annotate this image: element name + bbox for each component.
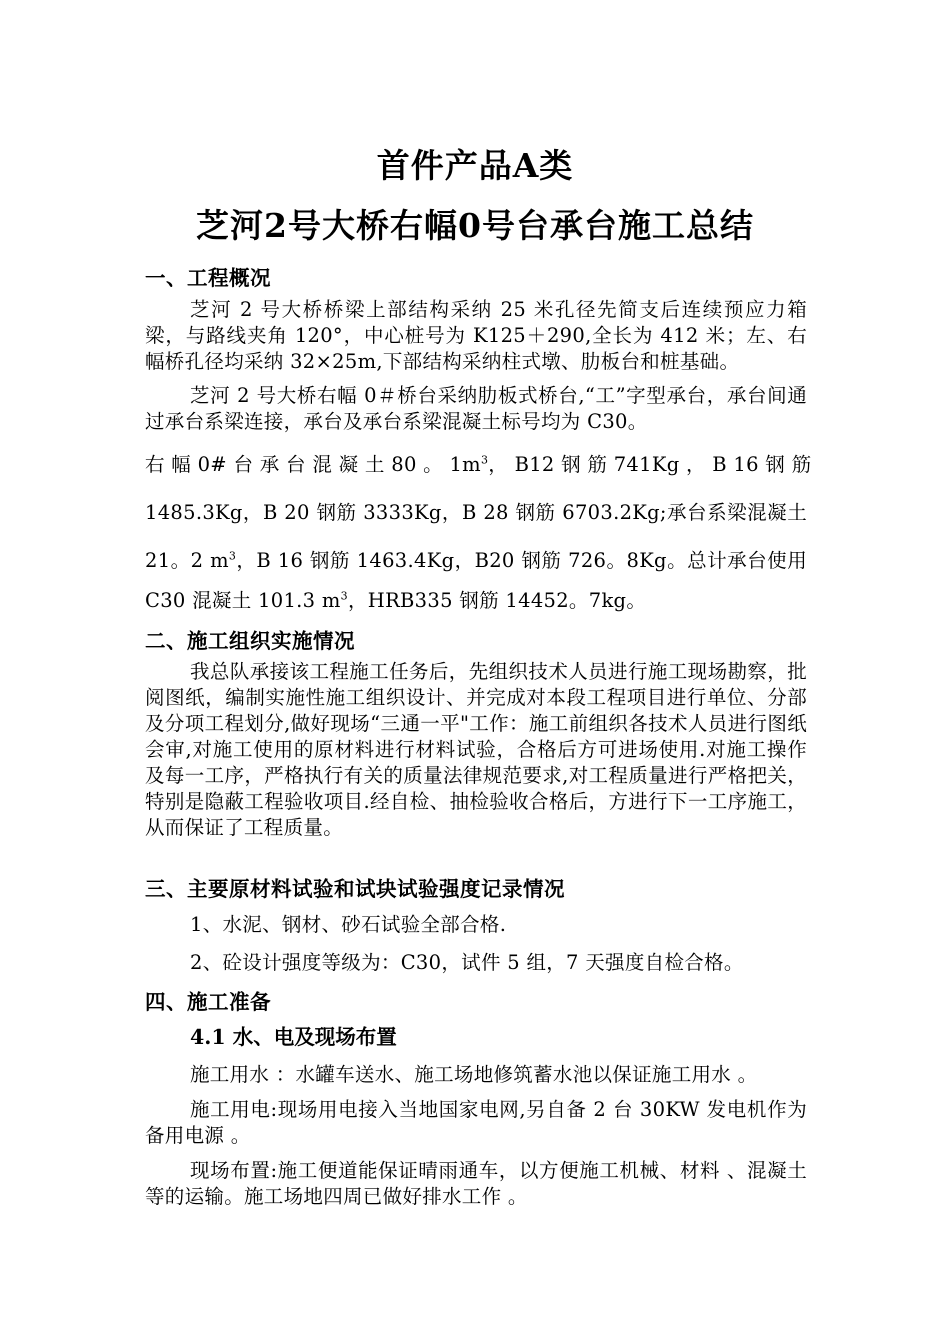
document-title-category: 首件产品A类 <box>376 146 574 185</box>
subsection-heading-site: 4.1 水、电及现场布置 <box>190 1025 397 1049</box>
document-title: 芝河2号大桥右幅0号台承台施工总结 <box>196 206 754 245</box>
materials-item-1: 1、水泥、钢材、砂石试验全部合格. <box>190 913 507 936</box>
quantity-line-1: 右 幅 0# 台 承 台 混 凝 土 80 。 $1m^3$， B12 钢 筋 741Kg ， B 16 钢 筋 <box>145 453 812 476</box>
organization-paragraph: 我总队承接该工程施工任务后，先组织技术人员进行施工现场勘察，批阅图纸，编制实施性施工组织设计、并完成对本段工程项目进行单位、分部及分项工程划分,做好现场“三通一平"工作：施工前组织各技术人员进行图纸会审,对施工使用的原材料进行材料试验，合格后方可进场使用.对施工操作及每一工序，严格执行有关的质量法律规范要求,对工程质量进行严格把关，特别是隐蔽工程验收项目.经自检、抽检验收合格后，方进行下一工序施工，从而保证了工程质量。 <box>145 660 807 839</box>
site-layout-paragraph: 现场布置:施工便道能保证晴雨通车，以方便施工机械、材料 、混凝土等的运输。施工场地四周已做好排水工作 。 <box>145 1159 807 1208</box>
quantity-line-2: 1485.3Kg，B 20 钢筋 3333Kg，B 28 钢筋 6703.2Kg;承台系梁混凝土 <box>145 501 807 524</box>
section-heading-preparation: 四、施工准备 <box>145 990 271 1014</box>
overview-paragraph-1: 芝河 2 号大桥桥梁上部结构采纳 25 米孔径先简支后连续预应力箱梁，与路线夹角 120°，中心桩号为 K125＋290,全长为 412 米；左、右幅桥孔径均采纳 32×25m,下部结构采纳柱式墩、肋板台和桩基础。 <box>145 298 807 373</box>
water-supply-line: 施工用水 ：水罐车送水、施工场地修筑蓄水池以保证施工用水 。 <box>190 1063 758 1086</box>
power-supply-paragraph: 施工用电:现场用电接入当地国家电网,另自备 2 台 30KW 发电机作为备用电源 。 <box>145 1098 807 1147</box>
quantity-line-3: 21。2 $m^3$，B 16 钢筋 1463.4Kg，B20 钢筋 726。8Kg。总计承台使用 <box>145 549 807 572</box>
section-heading-overview: 一、工程概况 <box>145 266 271 290</box>
section-heading-organization: 二、施工组织实施情况 <box>145 629 355 653</box>
overview-paragraph-2: 芝河 2 号大桥右幅 0＃桥台采纳肋板式桥台,“工”字型承台，承台间通过承台系梁连接，承台及承台系梁混凝土标号均为 C30。 <box>145 384 807 433</box>
quantity-line-4: C30 混凝土 101.3 $m^3$，HRB335 钢筋 14452。7kg。 <box>145 589 647 612</box>
materials-item-2: 2、砼设计强度等级为：C30，试件 5 组，7 天强度自检合格。 <box>190 951 744 974</box>
section-heading-materials: 三、主要原材料试验和试块试验强度记录情况 <box>145 877 565 901</box>
